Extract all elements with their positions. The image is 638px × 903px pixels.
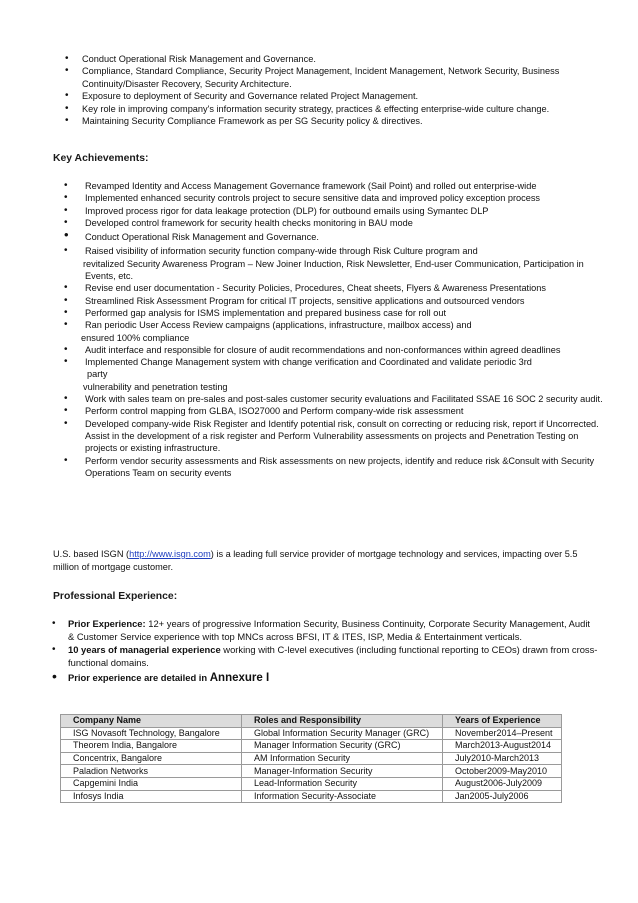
company-description — [53, 548, 593, 574]
list-item: • Perform vendor security assessments and Risk assessments on new projects, identify and reduce risk &Consult with Security Operations Team on security events — [83, 455, 603, 480]
table-cell: Global Information Security Manager (GRC) — [242, 727, 443, 740]
item-continuation: ensured 100% compliance — [81, 332, 190, 343]
item-text: working with C-level executives (including functional reporting to CEOs) drawn from cross-functional domains. — [68, 644, 598, 668]
column-header: Years of Experience — [443, 715, 562, 728]
table-cell: Infosys India — [61, 790, 242, 803]
bold-label: 10 years of managerial experience — [68, 644, 221, 656]
table-cell: August2006-July2009 — [443, 777, 562, 790]
table-row — [61, 765, 562, 778]
item-text: Implemented Change Management system with change verification and Coordinated and validate periodic 3rd — [85, 357, 532, 368]
professional-experience-heading: Professional Experience: — [53, 591, 178, 602]
table-cell: July2010-March2013 — [443, 752, 562, 765]
table-row — [61, 752, 562, 765]
item-continuation: party — [87, 369, 108, 380]
table-row — [61, 740, 562, 753]
table-cell: Manager Information Security (GRC) — [242, 740, 443, 753]
experience-list — [68, 618, 598, 686]
key-achievements-heading: Key Achievements: — [53, 153, 149, 164]
annexure-label: Annexure I — [209, 672, 270, 685]
company-website-link[interactable]: http://www.isgn.com — [129, 549, 211, 559]
company-text: ) is a leading full service provider of mortgage technology and services, impacting over 5.5 million of mortgage customer. — [53, 549, 578, 572]
list-item: • Conduct Operational Risk Management and Governance. — [83, 231, 603, 243]
achievements-list — [83, 180, 603, 479]
list-item — [83, 356, 603, 393]
table-row — [61, 727, 562, 740]
table-row — [61, 790, 562, 803]
responsibilities-list — [82, 53, 602, 128]
list-item: • Revise end user documentation - Security Policies, Procedures, Cheat sheets, Flyers & Awareness Presentations — [83, 282, 603, 294]
bold-label: Prior experience are detailed in — [68, 672, 210, 684]
table-header-row — [61, 715, 562, 728]
list-item: • Exposure to deployment of Security and Governance related Project Management. — [82, 90, 602, 102]
item-text: Raised visibility of information security function company-wide through Risk Culture program and — [85, 246, 478, 257]
table-row — [61, 777, 562, 790]
list-item: • Maintaining Security Compliance Framework as per SG Security policy & directives. — [82, 115, 602, 127]
item-text: Ran periodic User Access Review campaigns (applications, infrastructure, mailbox access) and — [85, 320, 472, 331]
list-item: • Developed control framework for security health checks monitoring in BAU mode — [83, 217, 603, 229]
list-item: • Performed gap analysis for ISMS implementation and prepared business case for roll out — [83, 307, 603, 319]
item-text: 12+ years of progressive Information Security, Business Continuity, Corporate Security Management, Audit & Customer Service experience with top MNCs across BFSI, IT & ITES, ISP, Media & Entertainment verticals. — [68, 618, 591, 642]
list-item — [83, 245, 603, 282]
list-item — [68, 618, 598, 643]
list-item: • Compliance, Standard Compliance, Security Project Management, Incident Management, Network Security, Business Continuity/Disaster Recovery, Security Architecture. — [82, 65, 602, 90]
table-cell: Lead-Information Security — [242, 777, 443, 790]
list-item: • Improved process rigor for data leakage protection (DLP) for outbound emails using Symantec DLP — [83, 205, 603, 217]
table-cell: AM Information Security — [242, 752, 443, 765]
table-cell: Information Security-Associate — [242, 790, 443, 803]
list-item — [68, 672, 598, 685]
table-cell: Capgemini India — [61, 777, 242, 790]
table-cell: Manager-Information Security — [242, 765, 443, 778]
item-continuation: vulnerability and penetration testing — [83, 381, 228, 392]
list-item: • Developed company-wide Risk Register and Identify potential risk, consult on correcting or reducing risk, report if Uncorrected. Assist in the development of a risk register and Perform Vulnerability assessments on projects and Penetration Testing on projects or existing infrastructure. — [83, 418, 603, 455]
table-cell: March2013-August2014 — [443, 740, 562, 753]
bold-label: Prior Experience: — [68, 618, 146, 629]
item-continuation: revitalized Security Awareness Program – New Joiner Induction, Risk Newsletter, End-user Communication, Participation in Events, etc. — [83, 258, 584, 282]
list-item: • Implemented enhanced security controls project to secure sensitive data and improved policy exception process — [83, 192, 603, 204]
table-cell: November2014–Present — [443, 727, 562, 740]
table-cell: Jan2005-July2006 — [443, 790, 562, 803]
column-header: Company Name — [61, 715, 242, 728]
list-item — [83, 319, 603, 344]
table-cell: ISG Novasoft Technology, Bangalore — [61, 727, 242, 740]
list-item: • Streamlined Risk Assessment Program for critical IT projects, sensitive applications and outsourced vendors — [83, 295, 603, 307]
column-header: Roles and Responsibility — [242, 715, 443, 728]
table-cell: October2009-May2010 — [443, 765, 562, 778]
company-text: U.S. based ISGN ( — [53, 549, 130, 559]
list-item: • Perform control mapping from GLBA, ISO27000 and Perform company-wide risk assessment — [83, 405, 603, 417]
list-item: • Conduct Operational Risk Management and Governance. — [82, 53, 602, 65]
list-item: • Revamped Identity and Access Management Governance framework (Sail Point) and rolled out enterprise-wide — [83, 180, 603, 192]
table-cell: Theorem India, Bangalore — [61, 740, 242, 753]
list-item: • Key role in improving company's information security strategy, practices & effecting enterprise-wide culture change. — [82, 103, 602, 115]
table-cell: Paladion Networks — [61, 765, 242, 778]
experience-table — [60, 714, 562, 803]
list-item: • Audit interface and responsible for closure of audit recommendations and non-conformances within agreed deadlines — [83, 344, 603, 356]
list-item — [68, 644, 598, 669]
list-item: • Work with sales team on pre-sales and post-sales customer security evaluations and Facilitated SSAE 16 SOC 2 security audit. — [83, 393, 603, 405]
table-cell: Concentrix, Bangalore — [61, 752, 242, 765]
